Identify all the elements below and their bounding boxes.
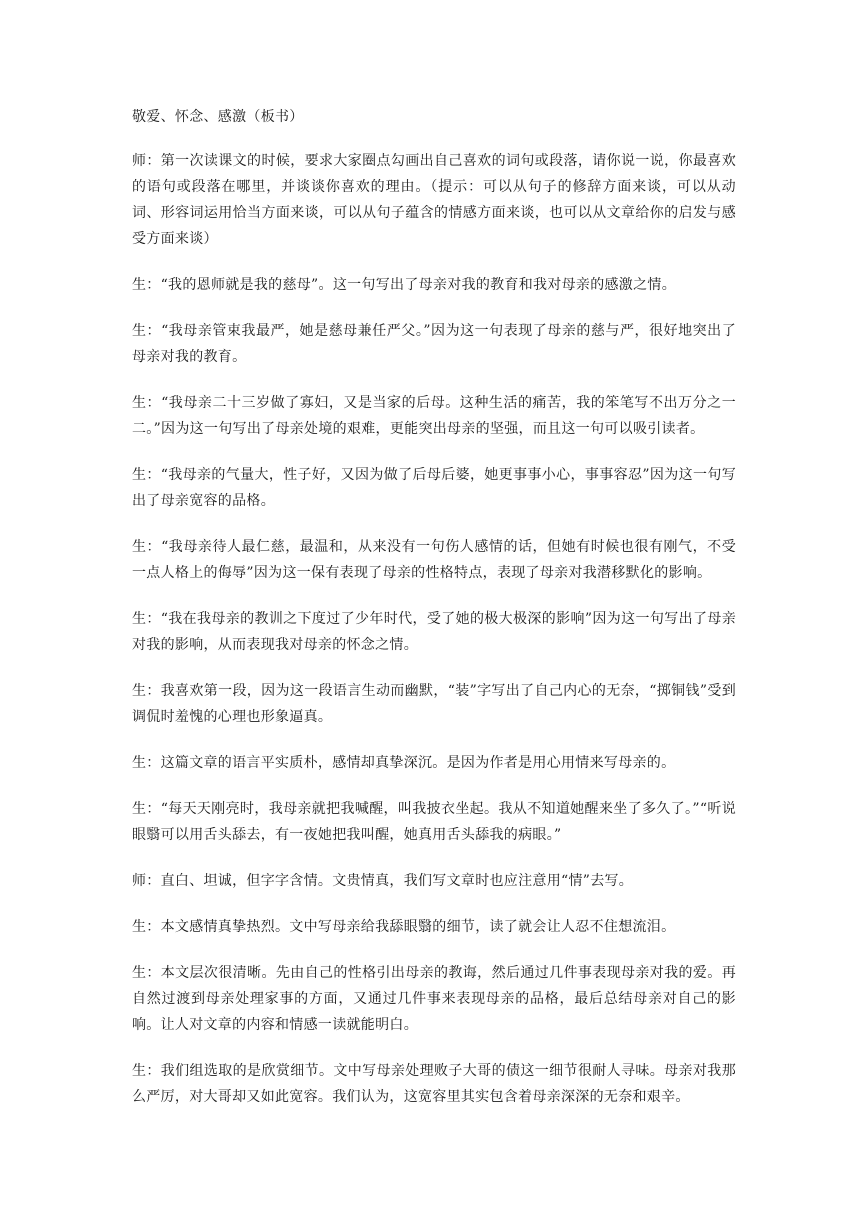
paragraph-student-12: 生：我们组选取的是欣赏细节。文中写母亲处理败子大哥的债这一细节很耐人寻味。母亲对我那么严厉，对大哥却又如此宽容。我们认为，这宽容里其实包含着母亲深深的无奈和艰辛。 (132, 1063, 736, 1105)
paragraph-student-7: 生：我喜欢第一段，因为这一段语言生动而幽默，“装”字写出了自己内心的无奈，“掷铜钱”受到调侃时羞愧的心理也形象逼真。 (132, 683, 736, 725)
paragraph-student-5: 生：“我母亲待人最仁慈，最温和，从来没有一句伤人感情的话，但她有时候也很有刚气，不受一点人格上的侮辱”因为这一保有表现了母亲的性格特点，表现了母亲对我潜移默化的影响。 (132, 539, 736, 581)
paragraph-student-3: 生：“我母亲二十三岁做了寡妇，又是当家的后母。这种生活的痛苦，我的笨笔写不出万分之一二。”因为这一句写出了母亲处境的艰难，更能突出母亲的坚强，而且这一句可以吸引读者。 (132, 395, 736, 437)
paragraph-student-6: 生：“我在我母亲的教训之下度过了少年时代，受了她的极大极深的影响”因为这一句写出了母亲对我的影响，从而表现我对母亲的怀念之情。 (132, 611, 736, 653)
paragraph-student-9: 生：“每天天刚亮时，我母亲就把我喊醒，叫我披衣坐起。我从不知道她醒来坐了多久了。”“听说眼翳可以用舌头舔去，有一夜她把我叫醒，她真用舌头舔我的病眼。” (132, 801, 736, 843)
paragraph-student-1: 生：“我的恩师就是我的慈母”。这一句写出了母亲对我的教育和我对母亲的感激之情。 (132, 277, 677, 293)
paragraph-student-4: 生：“我母亲的气量大，性子好，又因为做了后母后婆，她更事事小心，事事容忍”因为这一句写出了母亲宽容的品格。 (132, 467, 736, 509)
paragraph-student-10: 生：本文感情真挚热烈。文中写母亲给我舔眼翳的细节，读了就会让人忍不住想流泪。 (132, 919, 676, 935)
paragraph-teacher-comment: 师：直白、坦诚，但字字含情。文贵情真，我们写文章时也应注意用“情”去写。 (132, 873, 634, 889)
paragraph-student-8: 生：这篇文章的语言平实质朴，感情却真挚深沉。是因为作者是用心用情来写母亲的。 (132, 755, 676, 771)
board-title: 敬爱、怀念、感激（板书） (132, 109, 304, 125)
paragraph-student-2: 生：“我母亲管束我最严，她是慈母兼任严父。”因为这一句表现了母亲的慈与严，很好地突出了母亲对我的教育。 (132, 323, 736, 365)
paragraph-teacher-prompt: 师：第一次读课文的时候，要求大家圈点勾画出自己喜欢的词句或段落，请你说一说，你最喜欢的语句或段落在哪里，并谈谈你喜欢的理由。（提示：可以从句子的修辞方面来谈，可以从动词、形容词运用恰当方面来谈，可以从句子蕴含的情感方面来谈，也可以从文章给你的启发与感受方面来谈） (132, 153, 736, 247)
document-body (132, 104, 736, 1130)
paragraph-student-11: 生：本文层次很清晰。先由自己的性格引出母亲的教诲，然后通过几件事表现母亲对我的爱。再自然过渡到母亲处理家事的方面，又通过几件事来表现母亲的品格，最后总结母亲对自己的影响。让人对文章的内容和情感一读就能明白。 (132, 965, 736, 1033)
